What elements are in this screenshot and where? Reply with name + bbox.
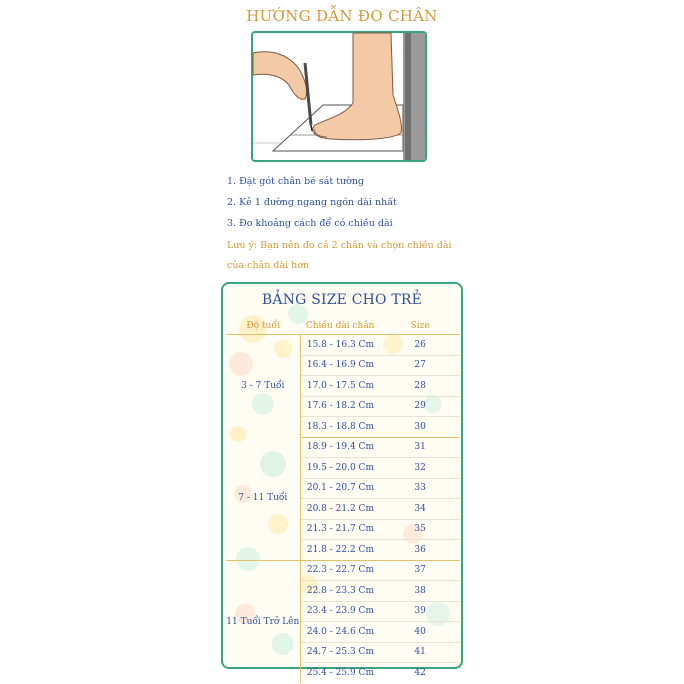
length-cell: 19.5 - 20.0 Cm (300, 458, 380, 479)
foot-illustration-icon (253, 33, 425, 160)
length-cell: 17.6 - 18.2 Cm (300, 396, 380, 417)
length-cell: 18.3 - 18.8 Cm (300, 417, 380, 438)
size-table-header (226, 317, 460, 335)
length-cell: 24.7 - 25.3 Cm (300, 642, 380, 663)
size-cell: 33 (380, 478, 460, 499)
length-cell: 24.0 - 24.6 Cm (300, 622, 380, 643)
step-1: 1. Đặt gót chân bé sát tường (227, 176, 365, 187)
size-cell: 40 (380, 622, 460, 643)
size-table-title: BẢNG SIZE CHO TRẺ (261, 292, 423, 308)
length-cell: 20.1 - 20.7 Cm (300, 478, 380, 499)
table-row (226, 560, 460, 581)
length-cell: 15.8 - 16.3 Cm (300, 335, 380, 356)
size-cell: 27 (380, 355, 460, 376)
size-cell: 29 (380, 396, 460, 417)
size-table (226, 317, 460, 683)
measuring-steps (227, 175, 397, 238)
size-chart-card (221, 282, 463, 678)
length-cell: 17.0 - 17.5 Cm (300, 376, 380, 397)
length-cell: 25.4 - 25.9 Cm (306, 667, 374, 678)
size-cell: 39 (380, 601, 460, 622)
age-group-3: 11 Tuổi Trở Lên (226, 560, 300, 683)
size-cell: 32 (380, 458, 460, 479)
size-cell: 36 (380, 540, 460, 561)
size-cell: 38 (380, 581, 460, 602)
header-age: Độ tuổi (226, 317, 300, 335)
header-size: Size (380, 317, 460, 335)
size-cell: 30 (380, 417, 460, 438)
guide-title: HƯỚNG DẪN ĐO CHÂN (246, 7, 438, 25)
note-line-2: của chân dài hơn (227, 260, 310, 271)
length-cell: 22.3 - 22.7 Cm (300, 560, 380, 581)
size-cell: 26 (380, 335, 460, 356)
length-cell: 21.8 - 22.2 Cm (300, 540, 380, 561)
size-cell: 28 (380, 376, 460, 397)
table-row (226, 335, 460, 356)
size-cell: 41 (380, 642, 460, 663)
size-cell: 34 (380, 499, 460, 520)
length-cell: 23.4 - 23.9 Cm (300, 601, 380, 622)
length-cell: 20.8 - 21.2 Cm (300, 499, 380, 520)
header-length: Chiều dài chân (300, 317, 380, 335)
step-3: 3. Đo khoảng cách để có chiều dài (227, 218, 393, 229)
note-line-1: Lưu ý: Bạn nên đo cả 2 chân và chọn chiều dài (227, 240, 452, 251)
foot-measuring-illustration (251, 31, 427, 162)
size-cell: 35 (380, 519, 460, 540)
size-cell: 31 (380, 437, 460, 458)
size-cell: 37 (380, 560, 460, 581)
table-row (226, 437, 460, 458)
length-cell: 16.4 - 16.9 Cm (300, 355, 380, 376)
length-cell: 18.9 - 19.4 Cm (300, 437, 380, 458)
size-cell: 42 (414, 667, 426, 678)
length-cell: 22.8 - 23.3 Cm (300, 581, 380, 602)
age-group-1: 3 - 7 Tuổi (226, 335, 300, 438)
step-2: 2. Kẻ 1 đường ngang ngón dài nhất (227, 197, 397, 208)
measuring-note (227, 236, 467, 276)
age-group-2: 7 - 11 Tuổi (226, 437, 300, 560)
length-cell: 21.3 - 21.7 Cm (300, 519, 380, 540)
